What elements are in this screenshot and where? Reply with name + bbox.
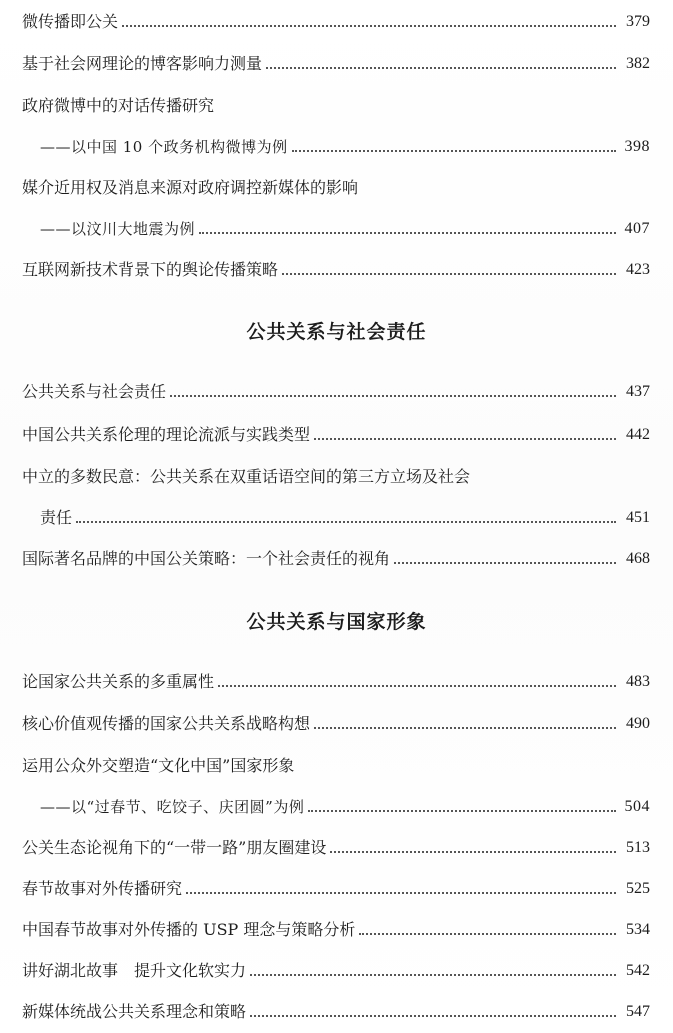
dot-leader [250, 1015, 616, 1017]
toc-entry [22, 918, 650, 942]
entry-title: 核心价值观传播的国家公共关系战略构想 [22, 714, 311, 733]
entry-title: 运用公众外交塑造“文化中国”国家形象 [22, 756, 295, 775]
toc-entry [22, 94, 650, 118]
dot-leader [359, 933, 616, 935]
entry-page-number: 483 [626, 673, 650, 690]
toc-entry [22, 52, 650, 76]
dot-leader [186, 892, 616, 894]
entry-page-number: 437 [626, 383, 650, 400]
entry-title: 论国家公共关系的多重属性 [22, 672, 215, 691]
entry-title: 互联网新技术背景下的舆论传播策略 [22, 260, 279, 279]
toc-entry [22, 423, 650, 447]
dot-leader [394, 562, 616, 564]
entry-page-number: 442 [626, 426, 650, 443]
entry-page-number: 451 [626, 509, 650, 526]
entry-page-number: 525 [626, 880, 650, 897]
dot-leader [199, 232, 616, 234]
entry-subtitle: ——以“过春节、吃饺子、庆团圆”为例 [40, 798, 305, 816]
dot-leader [292, 150, 616, 152]
dot-leader [218, 685, 616, 687]
entry-title-continuation: 责任 [40, 508, 73, 527]
entry-title: 讲好湖北故事 提升文化软实力 [22, 961, 247, 980]
entry-subtitle: ——以汶川大地震为例 [40, 220, 196, 238]
entry-title: 基于社会网理论的博客影响力测量 [22, 54, 263, 73]
entry-page-number: 423 [626, 261, 650, 278]
entry-page-number: 407 [624, 220, 650, 237]
entry-page-number: 504 [624, 798, 650, 815]
entry-subtitle: ——以中国 10 个政务机构微博为例 [40, 138, 288, 156]
toc-entry [22, 1000, 650, 1024]
entry-page-number: 534 [626, 921, 650, 938]
entry-title: 国际著名品牌的中国公关策略：一个社会责任的视角 [22, 549, 391, 568]
toc-subtitle-entry [40, 135, 650, 159]
dot-leader [308, 810, 616, 812]
toc-entry [22, 10, 650, 34]
toc-entry [22, 547, 650, 571]
toc-entry [22, 877, 650, 901]
dot-leader [76, 521, 616, 523]
toc-entry [22, 712, 650, 736]
entry-title: 中立的多数民意：公共关系在双重话语空间的第三方立场及社会 [22, 467, 471, 486]
entry-title: 新媒体统战公共关系理念和策略 [22, 1002, 247, 1021]
section-heading: 公共关系与国家形象 [246, 611, 427, 633]
section-heading: 公共关系与社会责任 [246, 321, 427, 343]
dot-leader [314, 727, 616, 729]
entry-page-number: 398 [624, 138, 650, 155]
toc-entry [22, 754, 650, 778]
toc-entry-continuation [40, 506, 650, 530]
entry-title: 微传播即公关 [22, 12, 119, 31]
toc-subtitle-entry [40, 217, 650, 241]
toc-entry [22, 959, 650, 983]
entry-page-number: 542 [626, 962, 650, 979]
entry-title: 中国公共关系伦理的理论流派与实践类型 [22, 425, 311, 444]
entry-page-number: 379 [626, 13, 650, 30]
toc-entry [22, 258, 650, 282]
dot-leader [282, 273, 616, 275]
entry-title: 中国春节故事对外传播的 USP 理念与策略分析 [22, 920, 356, 939]
toc-entry [22, 465, 650, 489]
entry-page-number: 382 [626, 55, 650, 72]
toc-entry [22, 836, 650, 860]
entry-page-number: 513 [626, 839, 650, 856]
toc-subtitle-entry [40, 795, 650, 819]
entry-title: 公关生态论视角下的“一带一路”朋友圈建设 [22, 838, 327, 857]
entry-title: 公共关系与社会责任 [22, 382, 167, 401]
dot-leader [330, 851, 616, 853]
entry-title: 春节故事对外传播研究 [22, 879, 183, 898]
toc-entry [22, 670, 650, 694]
dot-leader [314, 438, 616, 440]
dot-leader [170, 395, 616, 397]
dot-leader [266, 67, 616, 69]
toc-entry [22, 380, 650, 404]
entry-page-number: 468 [626, 550, 650, 567]
entry-title: 政府微博中的对话传播研究 [22, 96, 215, 115]
entry-page-number: 490 [626, 715, 650, 732]
dot-leader [250, 974, 616, 976]
dot-leader [122, 25, 616, 27]
toc-entry [22, 176, 650, 200]
entry-page-number: 547 [626, 1003, 650, 1020]
entry-title: 媒介近用权及消息来源对政府调控新媒体的影响 [22, 178, 359, 197]
